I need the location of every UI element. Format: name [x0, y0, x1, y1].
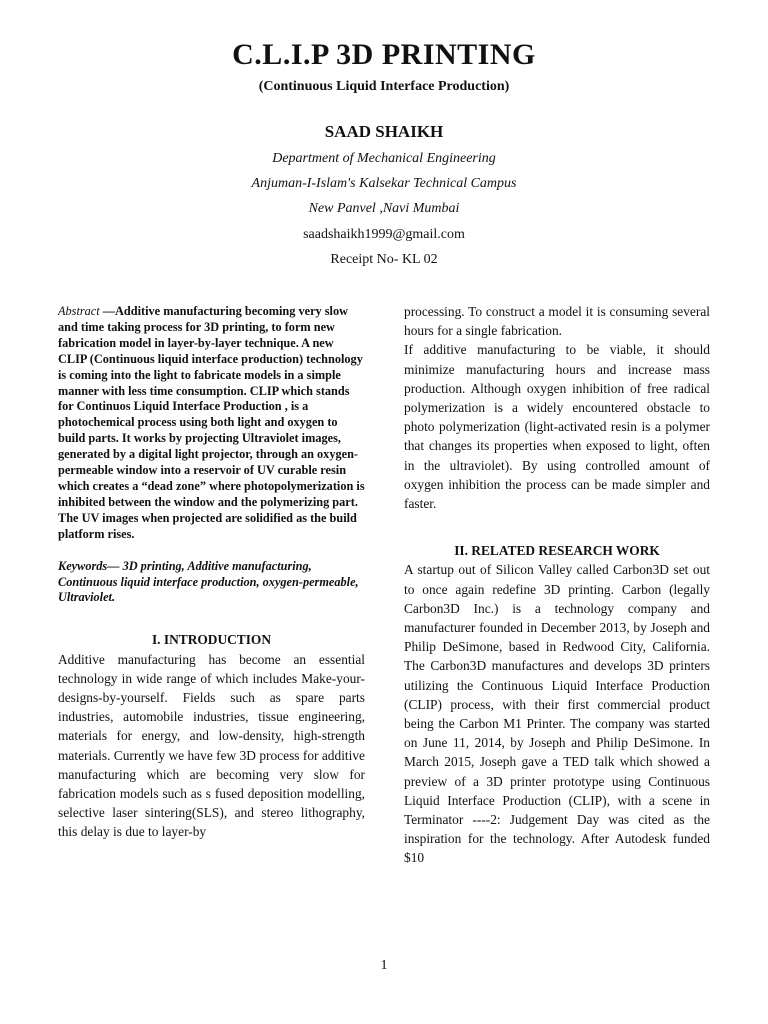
author-location: New Panvel ,Navi Mumbai	[308, 201, 460, 216]
author-name: SAAD SHAIKH	[324, 122, 444, 141]
author-email: saadshaikh1999@gmail.com	[303, 227, 465, 242]
abstract-text: —Additive manufacturing becoming very slow and time taking process for 3D printing, to form new fabrication model in layer-by-layer technique. A new CLIP (Continuous liquid interface production) technology is coming into the light to fabricate models in a simple manner with less time consumption. CLIP which stands for Continuos Liquid Interface Production , is a photochemical process using both light and oxygen to build parts. It works by projecting Ultraviolet images, generated by a digital light projector, through an oxygen-permeable window into a reservoir of UV curable resin which creates a “dead zone” where photopolymerization is inhibited between the window and the polymerizing part. The UV images when projected are solidified as the build platform rises.	[58, 304, 365, 541]
section-heading-introduction: I. INTRODUCTION	[151, 632, 272, 648]
right-paragraph-2: If additive manufacturing to be viable, it should minimize manufacturing hours and increase mass production. Although oxygen inhibition of free radical polymerization is a widely encountered obstacle to photo polymerization (light-activated resin is a polymer that changes its properties when exposed to light, often in the ultraviolet). By using controlled amount of oxygen inhibition the process can be made simpler and faster.	[404, 342, 710, 512]
keywords-text: — 3D printing, Additive manufacturing, Continuous liquid interface production, oxygen-permeable, Ultraviolet.	[58, 558, 359, 605]
receipt-number: Receipt No- KL 02	[330, 252, 438, 267]
page-number: 1	[380, 958, 388, 973]
author-department: Department of Mechanical Engineering	[272, 151, 496, 166]
right-column	[404, 302, 710, 868]
right-paragraph-1: processing. To construct a model it is consuming several hours for a single fabrication.	[404, 304, 710, 339]
keywords-label: Keywords	[58, 558, 108, 573]
keywords	[58, 559, 365, 607]
related-work-text: A startup out of Silicon Valley called Carbon3D set out to once again redefine 3D printing. Carbon (legally Carbon3D Inc.) is a technology company and manufacturer founded in December 2013, by Joseph and Philip DeSimone, based in Redwood City, California. The Carbon3D manufactures and develops 3D printers utilizing the Continuous Liquid Interface Production (CLIP) process, with their first commercial product being the Carbon M1 Printer. The company was started on June 11, 2014, by Joseph and Philip DeSimone. In March 2015, Joseph gave a TED talk which showed a preview of a 3D printer prototype using Continuous Liquid Interface Production (CLIP), with a scene in Terminator ----2: Judgement Day was cited as the inspiration for the technology. After Autodesk funded $10	[404, 562, 710, 866]
abstract	[58, 304, 365, 543]
left-column	[58, 304, 365, 842]
introduction-text: Additive manufacturing has become an essential technology in wide range of which includes Make-your-designs-by-yourself. Fields such as spare parts industries, automobile industries, tissue engineering, materials for energy, and low-density, high-strength materials. Currently we have few 3D process for additive manufacturing which are becoming very slow for fabrication models such as s fused deposition modelling, selective laser sintering(SLS), and stereo lithography, this delay is due to layer-by	[58, 651, 365, 840]
section-heading-related-work: II. RELATED RESEARCH WORK	[454, 543, 660, 559]
paper-title: C.L.I.P 3D PRINTING	[232, 38, 536, 71]
author-institute: Anjuman-I-Islam's Kalsekar Technical Campus	[251, 176, 517, 191]
paper-subtitle: (Continuous Liquid Interface Production)	[258, 79, 510, 94]
abstract-label: Abstract	[58, 304, 100, 318]
